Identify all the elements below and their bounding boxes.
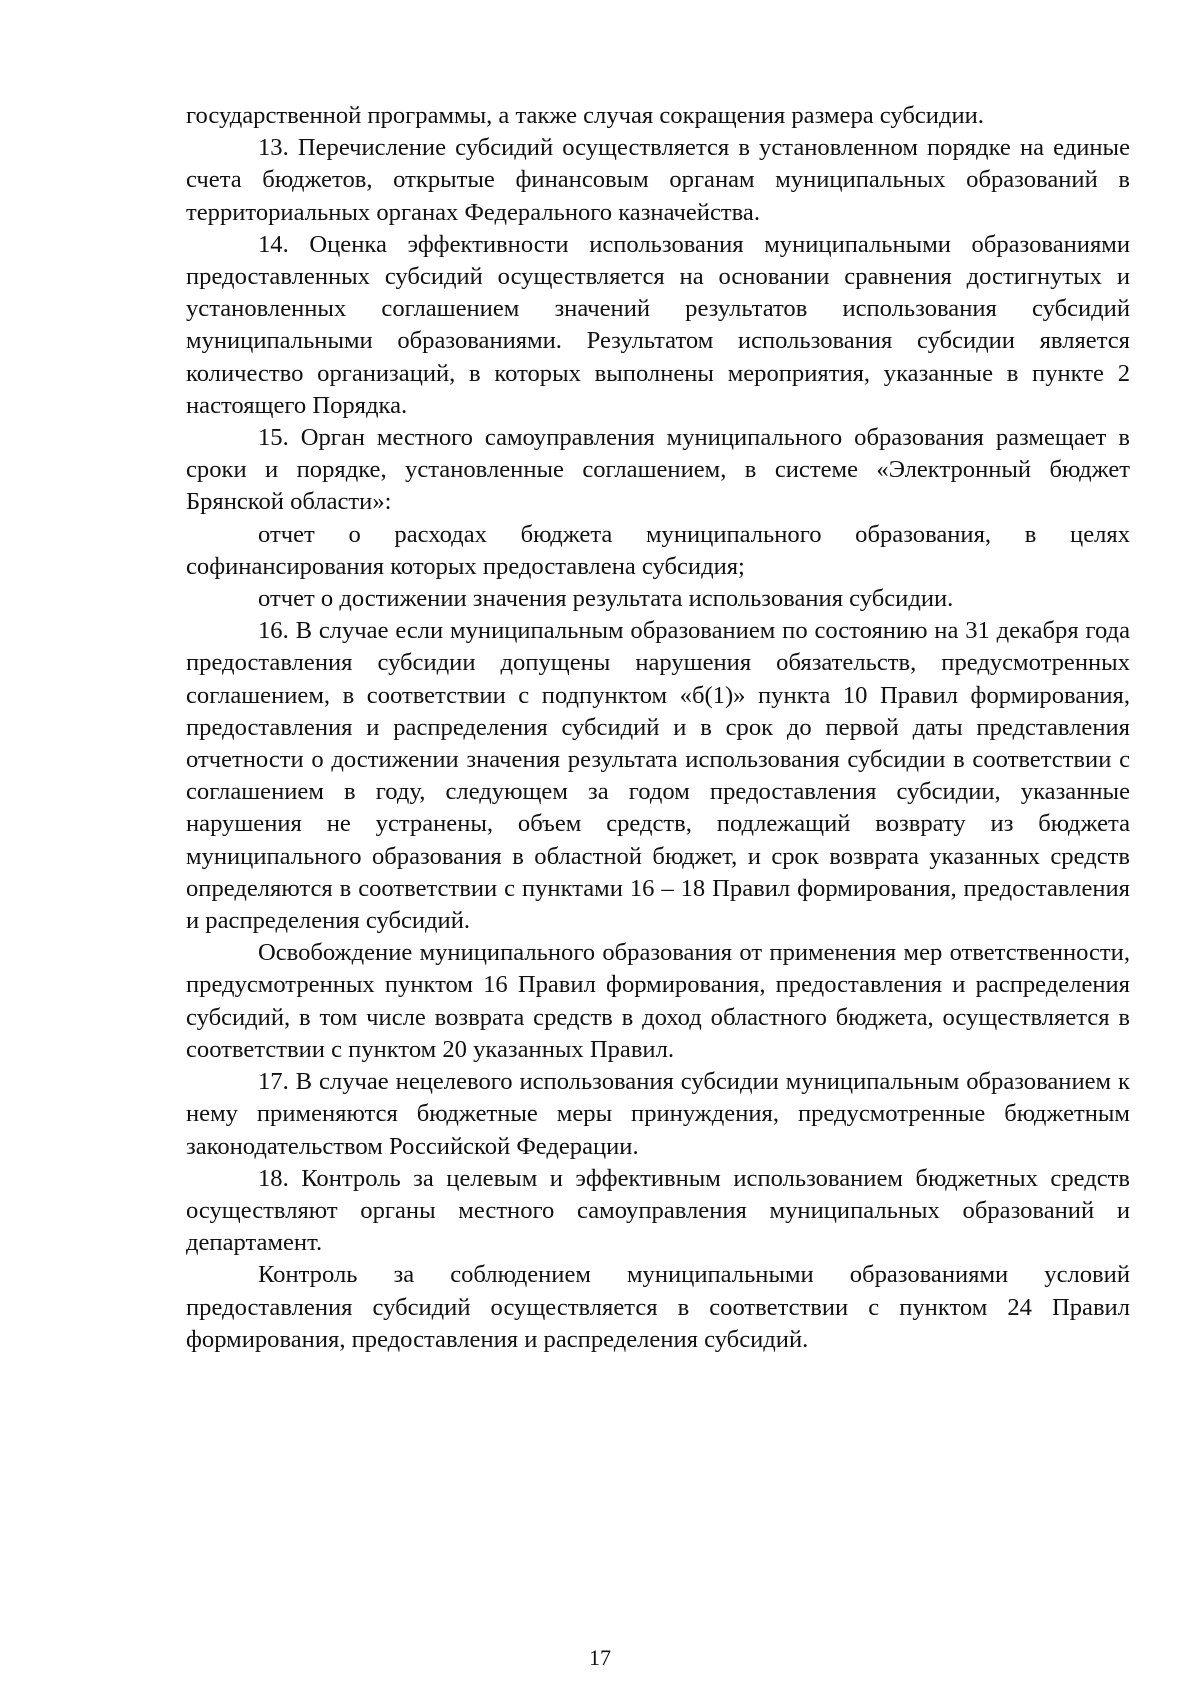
paragraph-item-13: 13. Перечисление субсидий осуществляется в установленном порядке на единые счета бюджетов, открытые финансовым органам муниципальных образований в территориальных органах Федерального казначейства.	[186, 134, 1130, 226]
paragraph-item-17: 17. В случае нецелевого использования субсидии муниципальным образованием к нему применяются бюджетные меры принуждения, предусмотренные бюджетным законодательством Российской Федерации.	[186, 1068, 1130, 1160]
paragraph-report-result: отчет о достижении значения результата использования субсидии.	[258, 585, 954, 613]
paragraph-item-16: 16. В случае если муниципальным образованием по состоянию на 31 декабря года предоставления субсидии допущены нарушения обязательств, предусмотренных соглашением, в соответствии с подпунктом «б(1)» пункта 10 Правил формирования, предоставления и распределения субсидий и в срок до первой даты представления отчетности о достижении значения результата использования субсидии в соответствии с соглашением в году, следующем за годом предоставления субсидии, указанные нарушения не устранены, объем средств, подлежащий возврату из бюджета муниципального образования в областной бюджет, и срок возврата указанных средств определяются в соответствии с пунктами 16 – 18 Правил формирования, предоставления и распределения субсидий.	[186, 617, 1130, 935]
paragraph-item-15: 15. Орган местного самоуправления муниципального образования размещает в сроки и порядке, установленные соглашением, в системе «Электронный бюджет Брянской области»:	[186, 424, 1130, 516]
paragraph-exemption: Освобождение муниципального образования от применения мер ответственности, предусмотренных пунктом 16 Правил формирования, предоставления и распределения субсидий, в том числе возврата средств в доход областного бюджета, осуществляется в соответствии с пунктом 20 указанных Правил.	[186, 939, 1130, 1063]
paragraph-report-expenses: отчет о расходах бюджета муниципального образования, в целях софинансирования которых предоставлена субсидия;	[186, 520, 1130, 580]
page-number: 17	[589, 1645, 611, 1670]
document-body	[186, 100, 1130, 1356]
paragraph-item-18: 18. Контроль за целевым и эффективным использованием бюджетных средств осуществляют органы местного самоуправления муниципальных образований и департамент.	[186, 1164, 1130, 1257]
paragraph-continuation: государственной программы, а также случая сокращения размера субсидии.	[186, 102, 984, 129]
paragraph-control: Контроль за соблюдением муниципальными образованиями условий предоставления субсидий осуществляется в соответствии с пунктом 24 Правил формирования, предоставления и распределения субсидий.	[186, 1261, 1130, 1353]
paragraph-item-14: 14. Оценка эффективности использования муниципальными образованиями предоставленных субсидий осуществляется на основании сравнения достигнутых и установленных соглашением значений результатов использования субсидий муниципальными образованиями. Результатом использования субсидии является количество организаций, в которых выполнены мероприятия, указанные в пункте 2 настоящего Порядка.	[186, 230, 1130, 419]
